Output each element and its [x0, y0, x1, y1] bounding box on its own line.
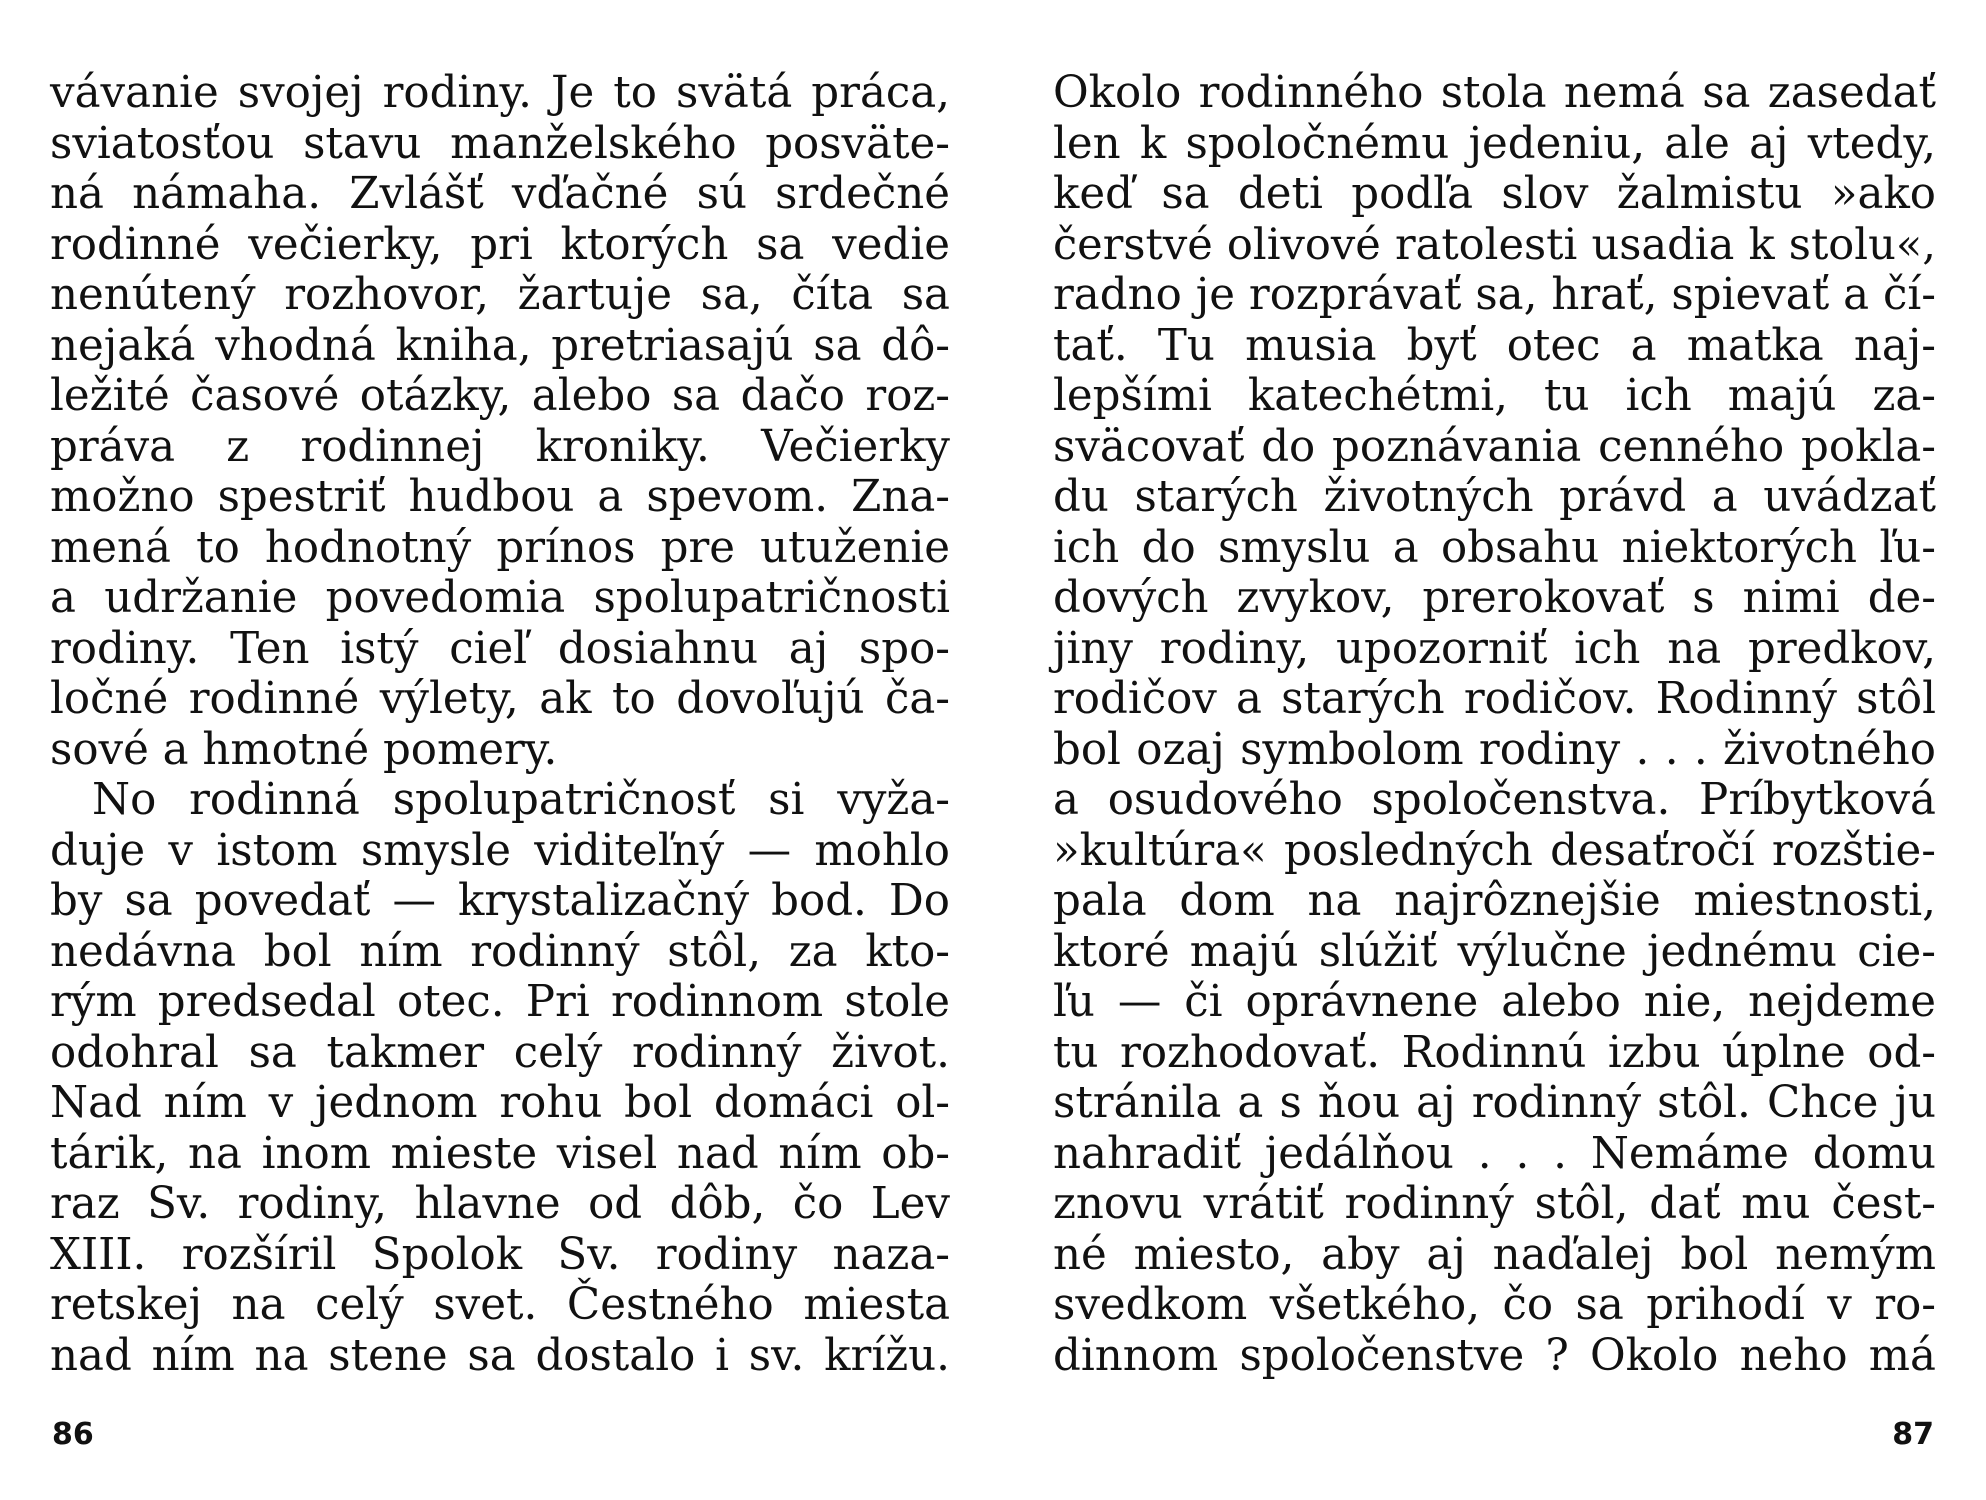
right-page: [993, 0, 1986, 1500]
text-line: možno spestriť hudbou a spevom. Zna-: [50, 472, 950, 522]
text-line: len k spoločnému jedeniu, ale aj vtedy,: [1053, 118, 1936, 169]
text-line: jiny rodiny, upozorniť ich na predkov,: [1053, 623, 1936, 674]
text-line: tať. Tu musia byť otec a matka naj-: [1053, 320, 1936, 371]
text-line: radno je rozprávať sa, hrať, spievať a čí-: [1053, 270, 1936, 320]
text-line: nahradiť jedálňou . . . Nemáme domu: [1053, 1128, 1936, 1179]
text-line: ná námaha. Zvlášť vďačné sú srdečné: [50, 169, 950, 219]
text-line: sviatosťou stavu manželského posväte-: [50, 118, 950, 169]
text-line: odohral sa takmer celý rodinný život.: [50, 1027, 950, 1078]
text-line: svedkom všetkého, čo sa prihodí v ro-: [1053, 1280, 1936, 1330]
text-line: by sa povedať — krystalizačný bod. Do: [50, 876, 950, 926]
text-line: retskej na celý svet. Čestného miesta: [50, 1280, 950, 1330]
text-line: keď sa deti podľa slov žalmistu »ako: [1053, 169, 1936, 219]
text-line: stránila a s ňou aj rodinný stôl. Chce ju: [1053, 1078, 1936, 1128]
text-line: ločné rodinné výlety, ak to dovoľujú ča-: [50, 674, 950, 724]
paragraph-start-line: No rodinná spolupatričnosť si vyža-: [92, 775, 950, 825]
text-line: Nad ním v jednom rohu bol domáci ol-: [50, 1078, 950, 1128]
text-line: XIII. rozšíril Spolok Sv. rodiny naza-: [50, 1229, 950, 1280]
text-line: čerstvé olivové ratolesti usadia k stolu«,: [1053, 219, 1936, 270]
text-line: znovu vrátiť rodinný stôl, dať mu čest-: [1053, 1179, 1936, 1229]
text-line: du starých životných právd a uvádzať: [1053, 472, 1936, 522]
text-line: duje v istom smysle viditeľný — mohlo: [50, 825, 950, 876]
text-line: raz Sv. rodiny, hlavne od dôb, čo Lev: [50, 1179, 950, 1229]
text-line: bol ozaj symbolom rodiny . . . životného: [1053, 724, 1936, 775]
text-line: a osudového spoločenstva. Príbytková: [1053, 775, 1936, 825]
text-line: ich do smyslu a obsahu niektorých ľu-: [1053, 522, 1936, 573]
page-number-left: 86: [52, 1417, 94, 1452]
text-line: ktoré majú slúžiť výlučne jednému cie-: [1053, 926, 1936, 977]
left-text-column: [50, 68, 950, 1381]
page-number-right: 87: [1892, 1417, 1934, 1452]
text-line: »kultúra« posledných desaťročí rozštie-: [1053, 825, 1936, 876]
right-text-column: [1053, 68, 1936, 1381]
text-line: mená to hodnotný prínos pre utuženie: [50, 522, 950, 573]
text-line: pala dom na najrôznejšie miestnosti,: [1053, 876, 1936, 926]
text-line: nedávna bol ním rodinný stôl, za kto-: [50, 926, 950, 977]
text-line: tu rozhodovať. Rodinnú izbu úplne od-: [1053, 1027, 1936, 1078]
text-line: rodinné večierky, pri ktorých sa vedie: [50, 219, 950, 270]
text-line: rým predsedal otec. Pri rodinnom stole: [50, 977, 950, 1027]
text-line: sväcovať do poznávania cenného pokla-: [1053, 421, 1936, 472]
text-line: dinnom spoločenstve ? Okolo neho má: [1053, 1330, 1936, 1381]
text-line: ležité časové otázky, alebo sa dačo roz-: [50, 371, 950, 421]
text-line: né miesto, aby aj naďalej bol nemým: [1053, 1229, 1936, 1280]
text-line: vávanie svojej rodiny. Je to svätá práca,: [50, 68, 950, 118]
text-line: lepšími katechétmi, tu ich majú za-: [1053, 371, 1936, 421]
text-line: rodiny. Ten istý cieľ dosiahnu aj spo-: [50, 623, 950, 674]
text-line: ľu — či oprávnene alebo nie, nejdeme: [1053, 977, 1936, 1027]
text-line: nad ním na stene sa dostalo i sv. krížu.: [50, 1330, 950, 1381]
text-line: nenútený rozhovor, žartuje sa, číta sa: [50, 270, 950, 320]
text-line: tárik, na inom mieste visel nad ním ob-: [50, 1128, 950, 1179]
text-line: rodičov a starých rodičov. Rodinný stôl: [1053, 674, 1936, 724]
text-line: Okolo rodinného stola nemá sa zasedať: [1053, 68, 1936, 118]
text-line: a udržanie povedomia spolupatričnosti: [50, 573, 950, 623]
text-line: práva z rodinnej kroniky. Večierky: [50, 421, 950, 472]
text-line: dových zvykov, prerokovať s nimi de-: [1053, 573, 1936, 623]
paragraph-end-line: sové a hmotné pomery.: [50, 724, 558, 775]
text-line: nejaká vhodná kniha, pretriasajú sa dô-: [50, 320, 950, 371]
